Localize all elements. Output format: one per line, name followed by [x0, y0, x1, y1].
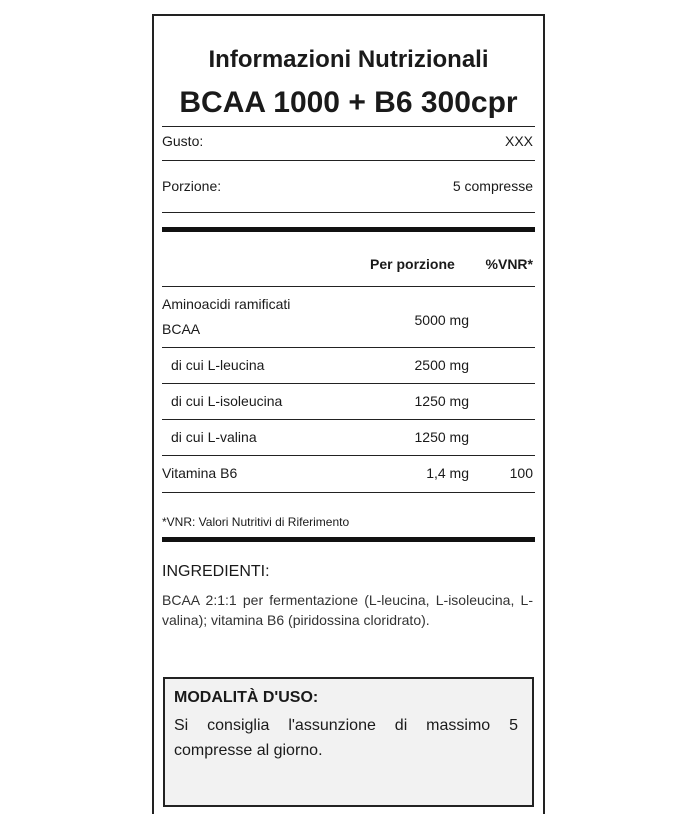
- divider: [162, 126, 535, 127]
- product-name: BCAA 1000 + B6 300cpr: [179, 86, 518, 119]
- flavor-label: Gusto:: [162, 133, 204, 149]
- nutrient-amount: 1250 mg: [414, 393, 469, 409]
- nutrition-label-panel: [152, 14, 545, 814]
- divider: [162, 455, 535, 456]
- divider: [162, 419, 535, 420]
- column-header-vnr: %VNR*: [485, 256, 533, 272]
- flavor-value: XXX: [504, 133, 533, 149]
- usage-text: Si consiglia l'assunzione di massimo 5 compresse al giorno.: [174, 717, 518, 759]
- thick-divider: [162, 227, 535, 232]
- divider: [162, 212, 535, 213]
- divider: [162, 347, 535, 348]
- ingredients-text: BCAA 2:1:1 per fermentazione (L-leucina, L-isoleucina, L-valina); vitamina B6 (piridossina cloridrato).: [162, 592, 533, 628]
- usage-title: MODALITÀ D'USO:: [174, 689, 319, 706]
- serving-value: 5 compresse: [452, 178, 533, 194]
- nutrient-name: di cui L-isoleucina: [171, 393, 283, 409]
- label-title: Informazioni Nutrizionali: [208, 46, 489, 73]
- nutrient-name: di cui L-valina: [171, 429, 257, 445]
- column-header-per-serving: Per porzione: [370, 256, 455, 272]
- vnr-footnote: *VNR: Valori Nutritivi di Riferimento: [162, 515, 350, 529]
- thick-divider: [162, 537, 535, 542]
- nutrient-name: Vitamina B6: [162, 465, 238, 481]
- nutrient-name: di cui L-leucina: [171, 357, 265, 373]
- usage-box: [163, 677, 534, 807]
- nutrient-amount: 2500 mg: [414, 357, 469, 373]
- serving-label: Porzione:: [162, 178, 222, 194]
- nutrient-name-line2: BCAA: [162, 321, 201, 337]
- nutrient-vnr: 100: [509, 465, 533, 481]
- divider: [162, 286, 535, 287]
- nutrient-amount: 5000 mg: [414, 312, 469, 328]
- nutrient-amount: 1250 mg: [414, 429, 469, 445]
- nutrient-name: Aminoacidi ramificati: [162, 296, 291, 312]
- divider: [162, 492, 535, 493]
- nutrient-amount: 1,4 mg: [426, 465, 469, 481]
- divider: [162, 160, 535, 161]
- divider: [162, 383, 535, 384]
- ingredients-title: INGREDIENTI:: [162, 563, 270, 580]
